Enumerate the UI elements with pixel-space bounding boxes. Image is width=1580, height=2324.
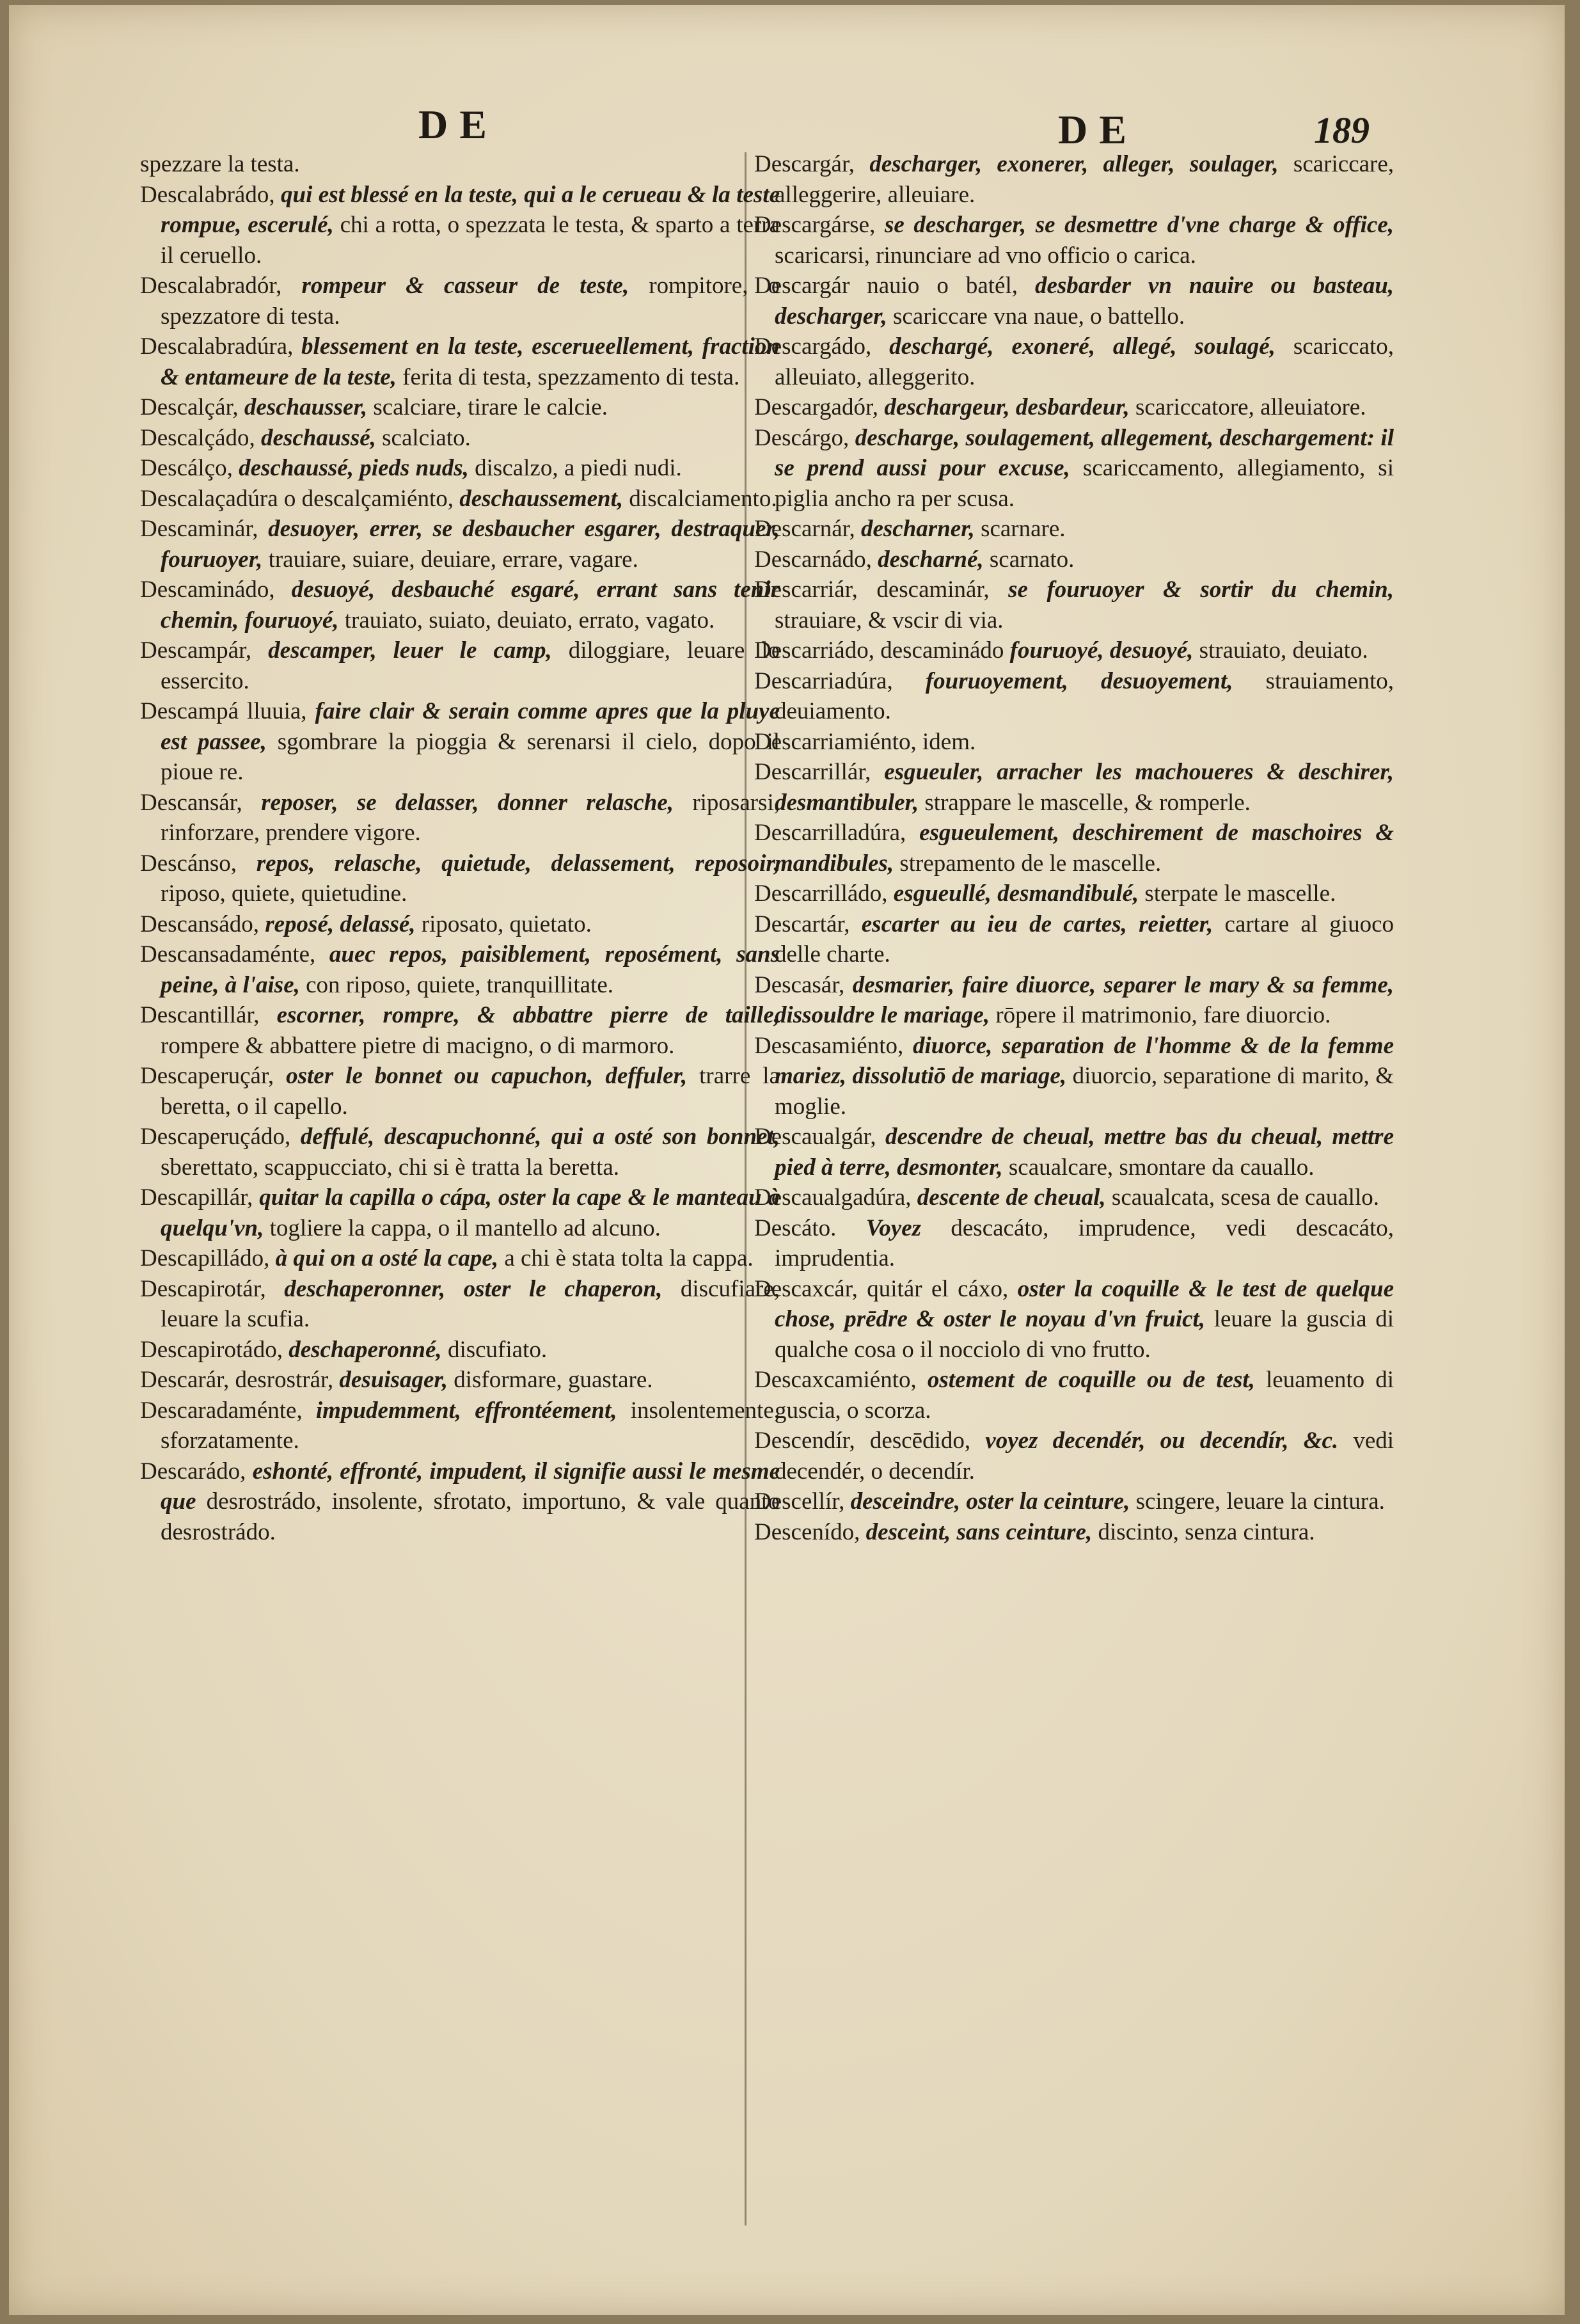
entry-french: deschaperonné, (288, 1336, 442, 1363)
entry-headword: Descálço, (140, 455, 233, 481)
entry-french: deschargeur, desbardeur, (884, 394, 1130, 420)
entry-french: desuoyé, desbauché esgaré, errant sans tenir chemin, fouruoyé, (161, 577, 780, 633)
dictionary-entry (140, 1335, 780, 1365)
dictionary-entry (754, 1486, 1394, 1517)
entry-headword: Descenído, (754, 1518, 860, 1545)
entry-french: eshonté, effronté, impudent, il signifie aussi le mesme que (161, 1458, 780, 1515)
entry-headword: Descaminár, (140, 516, 258, 542)
entry-french: fouruoyement, desuoyement, (925, 667, 1233, 694)
entry-italian: sgombrare la pioggia & serenarsi il cielo, dopo il pioue re. (161, 728, 780, 785)
entry-headword: Descendír, descēdido, (754, 1428, 971, 1454)
dictionary-entry (140, 939, 780, 1000)
entry-italian: trarre la beretta, o il capello. (161, 1063, 780, 1120)
entry-italian: chi a rotta, o spezzata le testa, & sparto a terra il ceruello. (161, 212, 780, 269)
dictionary-entry (754, 970, 1394, 1031)
entry-french: quitar la capilla o cápa, oster la cape & le manteau à quelqu'vn, (161, 1184, 780, 1241)
entry-italian: sberettato, scappucciato, chi si è tratta la beretta. (161, 1154, 620, 1181)
entry-headword: Descargadór, (754, 394, 879, 420)
dictionary-entry (754, 909, 1394, 970)
entry-italian: strauiare, & vscir di via. (775, 607, 1004, 633)
entry-headword: Descarrillár, (754, 759, 871, 785)
entry-headword: Descartár, (754, 911, 850, 937)
dictionary-entry (140, 909, 780, 940)
entry-headword: Descaxcamiénto, (754, 1367, 917, 1393)
entry-headword: Descalabradór, (140, 273, 282, 299)
entry-italian: spezzare la testa. (140, 151, 300, 177)
entry-italian: scaualcare, smontare da cauallo. (1008, 1154, 1315, 1181)
dictionary-entry (754, 392, 1394, 423)
entry-headword: Descalçádo, (140, 424, 255, 451)
entry-french: esgueuler, arracher les machoueres & deschirer, desmantibuler, (775, 759, 1394, 816)
dictionary-entry (140, 392, 780, 423)
entry-french: desbarder vn nauire ou basteau, descharger, (775, 273, 1394, 330)
entry-french: diuorce, separation de l'homme & de la femme mariez, dissolutiō de mariage, (775, 1032, 1394, 1089)
dictionary-entry (754, 575, 1394, 635)
entry-french: descharner, (860, 516, 975, 542)
entry-italian: discinto, senza cintura. (1098, 1518, 1315, 1545)
right-column (754, 149, 1394, 1547)
entry-french: ostement de coquille ou de test, (927, 1367, 1255, 1393)
entry-french: descente de cheual, (917, 1184, 1106, 1211)
entry-italian: discufiare, leuare la scufia. (161, 1275, 780, 1332)
entry-italian: desrostrádo, insolente, sfrotato, importuno, & vale quanto desrostrádo. (161, 1488, 780, 1545)
dictionary-entry (754, 757, 1394, 818)
dictionary-entry (140, 1274, 780, 1335)
entry-headword: Descargár nauio o batél, (754, 273, 1018, 299)
entry-french: se descharger, se desmettre d'vne charge & office, (884, 212, 1394, 238)
running-header (9, 101, 1565, 152)
entry-headword: Descánso, (140, 850, 237, 877)
entry-headword: Descalabrádo, (140, 181, 275, 208)
entry-french: repos, relasche, quietude, delassement, reposoir, (256, 850, 780, 877)
dictionary-entry (754, 331, 1394, 392)
entry-headword: Descarrilladúra, (754, 820, 906, 846)
entry-italian: strauiato, deuiato. (1199, 637, 1368, 664)
entry-headword: Descargádo, (754, 333, 872, 360)
entry-headword: Descellír, (754, 1488, 845, 1515)
dictionary-entry (140, 271, 780, 331)
entry-french: desmarier, faire diuorce, separer le mary & sa femme, dissouldre le mariage, (775, 971, 1394, 1028)
entry-italian: insolentemente, sforzatamente. (161, 1397, 780, 1454)
dictionary-entry (754, 1031, 1394, 1122)
entry-headword: Descansádo, (140, 911, 259, 937)
dictionary-entry (140, 1061, 780, 1122)
entry-headword: Descansár, (140, 789, 242, 816)
dictionary-entry (754, 1182, 1394, 1213)
entry-headword: Descalaçadúra o descalçamiénto, (140, 485, 454, 512)
entry-italian: scariccato, alleuiato, alleggerito. (775, 333, 1394, 390)
entry-french: voyez decendér, ou decendír, &c. (985, 1428, 1339, 1454)
entry-italian: discufiato. (447, 1336, 548, 1363)
entry-french: desuoyer, errer, se desbaucher esgarer, destraquer, fouruoyer, (161, 516, 780, 573)
entry-headword: Descaualgadúra, (754, 1184, 912, 1211)
entry-french: faire clair & serain comme apres que la pluye est passee, (161, 698, 780, 755)
header-right: DE (1058, 107, 1138, 152)
dictionary-entry (140, 575, 780, 635)
entry-headword: Descansadaménte, (140, 941, 316, 967)
entry-headword: Descarriádo, descaminádo (754, 637, 1004, 664)
page-number: 189 (1314, 109, 1370, 151)
entry-italian: rompere & abbattere pietre di macigno, o di marmoro. (161, 1032, 675, 1059)
dictionary-entry (140, 848, 780, 909)
entry-headword: Descaxcár, quitár el cáxo, (754, 1275, 1009, 1302)
entry-headword: Descampár, (140, 637, 252, 664)
entry-headword: Descaualgár, (754, 1124, 876, 1150)
entry-italian: trauiato, suiato, deuiato, errato, vagato. (344, 607, 715, 633)
entry-french: se fouruoyer & sortir du chemin, (1008, 577, 1394, 603)
entry-italian: strauiamento, deuiamento. (775, 667, 1394, 724)
dictionary-entry (140, 1365, 780, 1396)
entry-italian: strepamento de le mascelle. (899, 850, 1162, 877)
entry-italian: diuorcio, separatione di marito, & moglie. (775, 1063, 1394, 1120)
entry-headword: Descaperuçádo, (140, 1124, 291, 1150)
dictionary-entry (140, 180, 780, 271)
entry-headword: Descarnár, (754, 516, 855, 542)
entry-headword: Descampá lluuia, (140, 698, 307, 724)
entry-french: deschargé, exoneré, allegé, soulagé, (889, 333, 1276, 360)
entry-italian: disformare, guastare. (454, 1367, 653, 1393)
entry-italian: riposato, quietato. (421, 911, 592, 937)
entry-french: reposé, delassé, (265, 911, 416, 937)
entry-italian: vedi decendér, o decendír. (775, 1428, 1394, 1484)
entry-italian: leuare la guscia di qualche cosa o il nocciolo di vno frutto. (775, 1306, 1394, 1363)
entry-headword: Descapilládo, (140, 1245, 270, 1271)
entry-italian: scalciato. (382, 424, 471, 451)
entry-french: desceint, sans ceinture, (865, 1518, 1093, 1545)
dictionary-entry (140, 149, 780, 180)
entry-headword: Descarrilládo, (754, 880, 888, 907)
entry-headword: Descargár, (754, 151, 855, 177)
entry-headword: Descasamiénto, (754, 1032, 904, 1059)
entry-italian: rōpere il matrimonio, fare diuorcio. (995, 1002, 1331, 1028)
entry-headword: Descarriár, descaminár, (754, 577, 990, 603)
entry-french: oster le bonnet ou capuchon, deffuler, (286, 1063, 688, 1089)
entry-french: descharger, exonerer, alleger, soulager, (869, 151, 1279, 177)
entry-french: deschaperonner, oster le chaperon, (284, 1275, 663, 1302)
dictionary-entry (754, 514, 1394, 545)
entry-italian: scariccamento, allegiamento, si piglia ancho ra per scusa. (775, 455, 1394, 512)
entry-italian: trauiare, suiare, deuiare, errare, vagare. (268, 546, 638, 573)
entry-italian: idem. (922, 728, 976, 755)
entry-headword: Descargárse, (754, 212, 876, 238)
dictionary-entry (754, 818, 1394, 879)
dictionary-entry (754, 727, 1394, 758)
entry-headword: Descapirotár, (140, 1275, 266, 1302)
dictionary-entry (140, 1122, 780, 1182)
dictionary-entry (754, 423, 1394, 514)
dictionary-entry (754, 879, 1394, 909)
entry-french: deffulé, descapuchonné, qui a osté son bonnet, (300, 1124, 780, 1150)
entry-italian: riposo, quiete, quietudine. (161, 880, 407, 907)
dictionary-entry (754, 1274, 1394, 1365)
entry-french: blessement en la teste, escerueellement, fraction & entameure de la teste, (161, 333, 780, 390)
entry-italian: ferita di testa, spezzamento di testa. (402, 363, 740, 390)
dictionary-entry (140, 696, 780, 788)
dictionary-entry (140, 514, 780, 575)
entry-french: Voyez (865, 1214, 922, 1241)
dictionary-entry (754, 1122, 1394, 1182)
entry-headword: Descaminádo, (140, 577, 275, 603)
entry-headword: Descarár, desrostrár, (140, 1367, 334, 1393)
dictionary-entry (140, 453, 780, 484)
dictionary-entry (140, 788, 780, 848)
entry-italian: scariccatore, alleuiatore. (1135, 394, 1366, 420)
entry-french: esgueullé, desmandibulé, (893, 880, 1139, 907)
entry-french: à qui on a osté la cape, (275, 1245, 499, 1271)
dictionary-entry (754, 635, 1394, 666)
entry-italian: sterpate le mascelle. (1144, 880, 1336, 907)
entry-headword: Descasár, (754, 971, 845, 998)
book-page (9, 5, 1565, 2315)
entry-italian: scarnare. (981, 516, 1066, 542)
dictionary-entry (140, 1456, 780, 1548)
entry-italian: togliere la cappa, o il mantello ad alcuno. (269, 1214, 661, 1241)
dictionary-entry (754, 1213, 1394, 1274)
entry-italian: strappare le mascelle, & romperle. (924, 789, 1251, 816)
entry-french: deschaussement, (459, 485, 624, 512)
entry-french: desceindre, oster la ceinture, (850, 1488, 1130, 1515)
dictionary-entry (140, 484, 780, 514)
entry-french: esgueulement, deschirement de maschoires & mandibules, (775, 820, 1394, 877)
entry-italian: scaualcata, scesa de cauallo. (1111, 1184, 1379, 1211)
entry-french: deschaussé, pieds nuds, (239, 455, 469, 481)
entry-french: qui est blessé en la teste, qui a le cerueau & la teste rompue, escerulé, (161, 181, 780, 238)
dictionary-entry (140, 1182, 780, 1243)
entry-french: oster la coquille & le test de quelque chose, prēdre & oster le noyau d'vn fruict, (775, 1275, 1394, 1332)
dictionary-entry (140, 1396, 780, 1456)
entry-italian: cartare al giuoco delle charte. (775, 911, 1394, 967)
dictionary-entry (754, 149, 1394, 210)
entry-headword: Descantillár, (140, 1002, 260, 1028)
entry-headword: Descapirotádo, (140, 1336, 283, 1363)
entry-italian: scaricarsi, rinunciare ad vno officio o carica. (775, 242, 1196, 269)
left-column (140, 149, 780, 1547)
entry-italian: discalciamento. (629, 485, 777, 512)
entry-italian: leuamento di guscia, o scorza. (775, 1367, 1394, 1424)
entry-italian: a chi è stata tolta la cappa. (504, 1245, 754, 1271)
dictionary-entry (754, 1365, 1394, 1426)
entry-french: deschaussé, (261, 424, 376, 451)
entry-headword: Descapillár, (140, 1184, 253, 1211)
dictionary-entry (754, 545, 1394, 575)
dictionary-entry (754, 666, 1394, 727)
entry-italian: discalzo, a piedi nudi. (475, 455, 682, 481)
entry-italian: scarnato. (989, 546, 1075, 573)
entry-italian: rompitore, o spezzatore di testa. (161, 273, 780, 330)
entry-italian: diloggiare, leuare lo essercito. (161, 637, 780, 694)
entry-french: desuisager, (339, 1367, 448, 1393)
entry-italian: descacáto, imprudence, vedi descacáto, imprudentia. (775, 1214, 1394, 1271)
dictionary-entry (140, 635, 780, 696)
entry-french: descamper, leuer le camp, (268, 637, 552, 664)
dictionary-entry (140, 1243, 780, 1274)
header-left: DE (418, 102, 498, 147)
entry-french: reposer, se delasser, donner relasche, (261, 789, 674, 816)
entry-french: rompeur & casseur de teste, (301, 273, 629, 299)
dictionary-entry (754, 1426, 1394, 1486)
entry-french: auec repos, paisiblement, reposément, sans peine, à l'aise, (161, 941, 780, 998)
entry-italian: scalciare, tirare le calcie. (373, 394, 608, 420)
entry-french: descharge, soulagement, allegement, deschargement: il se prend aussi pour excuse, (775, 424, 1394, 481)
entry-italian: scariccare vna naue, o battello. (893, 303, 1185, 330)
dictionary-entry (754, 271, 1394, 331)
entry-headword: Descarriadúra, (754, 667, 893, 694)
dictionary-entry (140, 423, 780, 454)
entry-headword: Descárgo, (754, 424, 849, 451)
entry-italian: scingere, leuare la cintura. (1135, 1488, 1385, 1515)
entry-french: impudemment, effrontéement, (315, 1397, 617, 1424)
entry-headword: Descalabradúra, (140, 333, 294, 360)
entry-french: descendre de cheual, mettre bas du cheual, mettre pied à terre, desmonter, (775, 1124, 1394, 1181)
entry-headword: Descarriamiénto, (754, 728, 917, 755)
entry-french: fouruoyé, desuoyé, (1009, 637, 1194, 664)
entry-italian: con riposo, quiete, tranquillitate. (306, 971, 613, 998)
entry-headword: Descaradaménte, (140, 1397, 303, 1424)
entry-french: descharné, (878, 546, 984, 573)
dictionary-entry (754, 210, 1394, 271)
dictionary-entry (754, 1517, 1394, 1548)
entry-italian: riposarsi, rinforzare, prendere vigore. (161, 789, 780, 846)
entry-italian: scariccare, alleggerire, alleuiare. (775, 151, 1394, 208)
entry-headword: Descalçár, (140, 394, 239, 420)
entry-french: escorner, rompre, & abbattre pierre de taille, (276, 1002, 780, 1028)
entry-headword: Descaperuçár, (140, 1063, 274, 1089)
entry-headword: Descarnádo, (754, 546, 872, 573)
dictionary-entry (140, 331, 780, 392)
dictionary-entry (140, 1000, 780, 1061)
entry-headword: Descarádo, (140, 1458, 246, 1484)
entry-french: deschausser, (244, 394, 368, 420)
entry-french: escarter au ieu de cartes, reietter, (861, 911, 1213, 937)
entry-headword: Descáto. (754, 1214, 837, 1241)
